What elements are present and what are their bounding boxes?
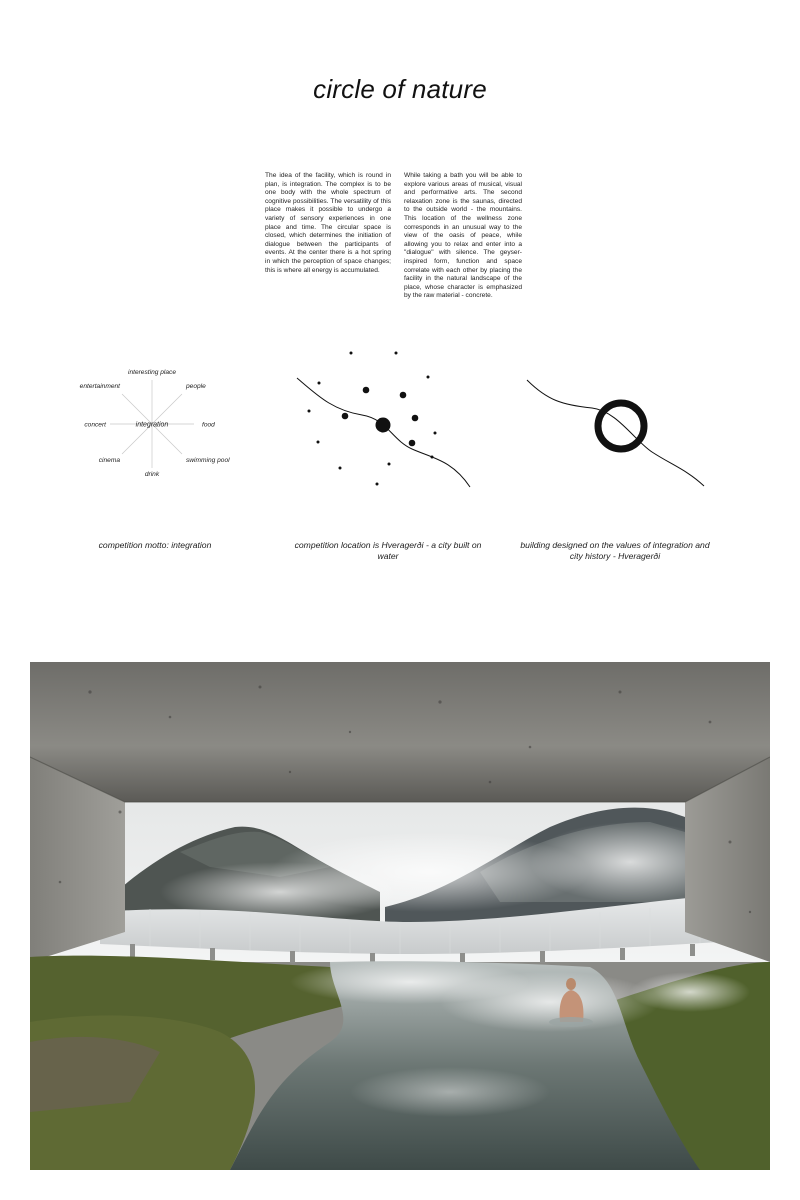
motto-label-top: interesting place	[127, 369, 177, 376]
concrete-ceiling	[30, 662, 770, 802]
dot-cluster	[308, 352, 437, 486]
architectural-render	[30, 662, 770, 1170]
motto-label-bottom-left: cinema	[98, 457, 120, 464]
building-diagram	[522, 370, 707, 495]
description-right-column: While taking a bath you will be able to explore various areas of musical, visual and performative arts. The second relaxation zone is the saunas, directed to the outside world - the mountains. This location of the wellness zone corresponds in an unusual way to the view of the oasis of peace, while allowing you to relax and enter into a "dialogue" with silence. The geyser-inspired form, function and space correlate with each other by placing the facility in the natural landscape of the place, whose character is emphasized by the raw material - concrete.	[404, 172, 522, 300]
page-title: circle of nature	[313, 74, 487, 104]
motto-label-top-right: people	[186, 383, 206, 390]
motto-label-bottom-right: swimming pool	[186, 457, 230, 464]
caption-motto: competition motto: integration	[98, 540, 212, 550]
motto-label-top-left: entertainment	[79, 383, 120, 390]
motto-label-left: concert	[84, 421, 106, 429]
river-line	[527, 380, 704, 486]
description-left-column: The idea of the facility, which is round in plan, is integration. The complex is to be one body with the whole spectrum of cognitive possibilities. The versatility of this place makes it possible to undergo a variety of sensory experiences in one place and time. The circular space is closed, which determines the initiation of dialogue between the participants of events. At the center there is a hot spring in which the perception of space changes; this is where all energy is accumulated.	[265, 172, 391, 274]
location-diagram	[292, 345, 482, 495]
center-dot	[376, 418, 391, 433]
caption-building: building designed on the values of integration and city history - Hveragerði	[520, 540, 710, 561]
motto-label-right: food	[202, 421, 215, 429]
motto-center-label: integration	[135, 421, 169, 429]
building-ring	[598, 403, 644, 449]
motto-label-bottom: drink	[144, 471, 160, 478]
motto-diagram	[70, 360, 250, 490]
river-line	[297, 378, 470, 487]
caption-location: competition location is Hveragerði - a city built on water	[294, 540, 482, 561]
